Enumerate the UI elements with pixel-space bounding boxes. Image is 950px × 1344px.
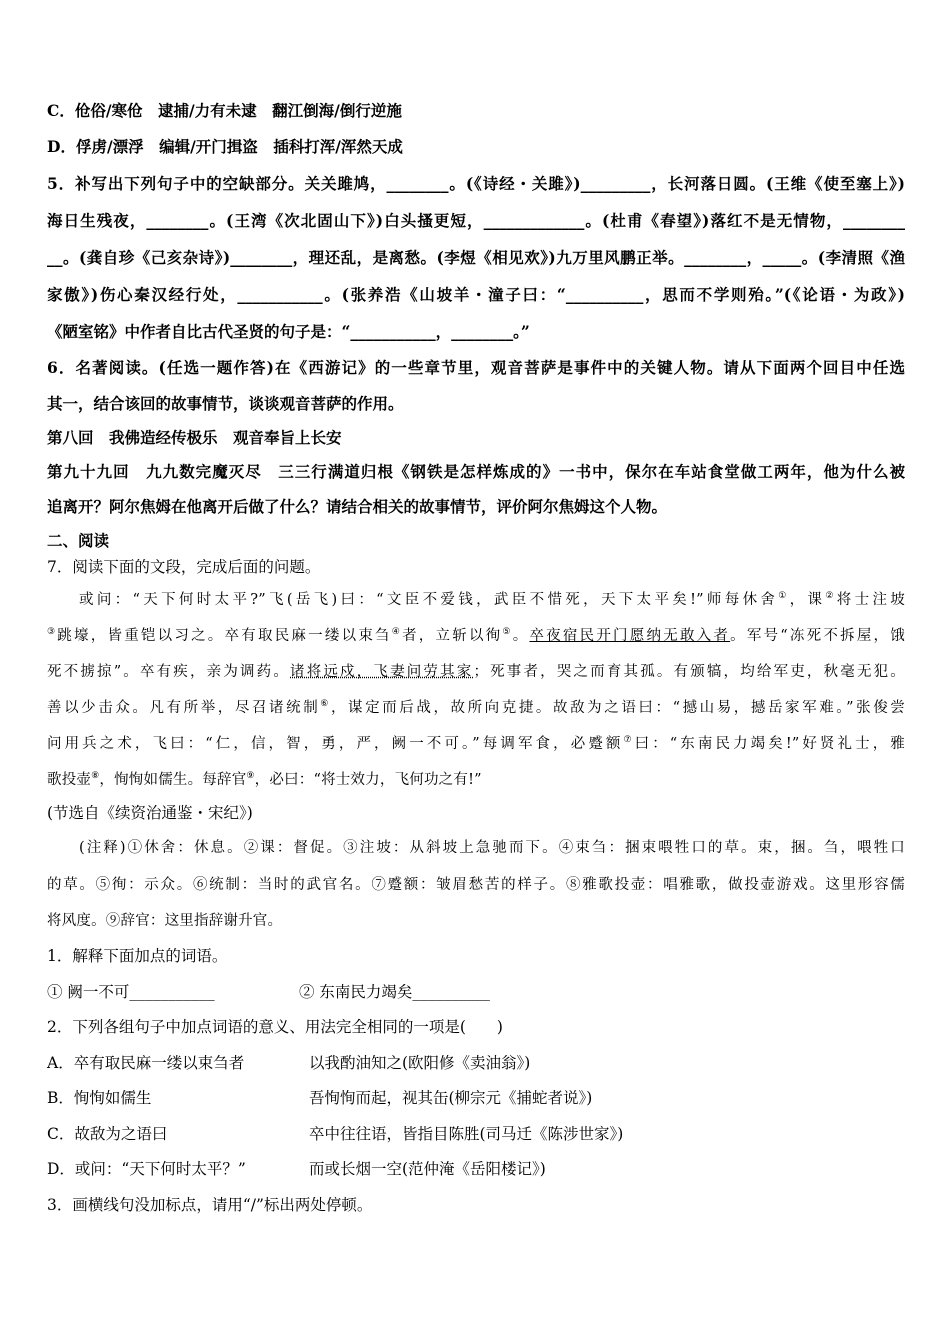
notes-line-1: (注释)①休舍：休息。②课：督促。③注坡：从斜坡上急驰而下。④束刍：捆束喂牲口的草。束，捆。刍，喂牲口 <box>79 840 905 856</box>
q6-line-1: 6．名著阅读。(任选一题作答)在《西游记》的一些章节里，观音菩萨是事件中的关键人物。请从下面两个回目中任选 <box>47 358 905 377</box>
q6-line-5: 追离开？阿尔焦姆在他离开后做了什么？请结合相关的故事情节，评价阿尔焦姆这个人物。 <box>47 497 668 516</box>
passage-line-3: 死不掳掠”。卒有疾，亲为调药。诸将远戍，飞妻问劳其家；死事者，哭之而育其孤。有颁犒，均给军吏，秋毫无犯。 <box>47 664 905 680</box>
sub2-stem: 2．下列各组句子中加点词语的意义、用法完全相同的一项是( ) <box>47 1018 503 1036</box>
q5-line-3: __。(龚自珍《己亥杂诗》)________，理还乱，是离愁。(李煜《相见欢》)九万里风鹏正举。________，_____。(李清照《渔 <box>47 248 905 267</box>
q5-line-2: 海日生残夜，________。(王湾《次北固山下》)白头搔更短，_____________。(杜甫《春望》)落红不是无情物，________ <box>47 211 905 230</box>
passage-line-2: ③跳壕，皆重铠以习之。卒有取民麻一缕以束刍④者，立斩以徇⑤。卒夜宿民开门愿纳无敢入者。军号“冻死不拆屋，饿 <box>47 627 905 644</box>
sub1-item-a: ① 阙一不可___________ <box>47 983 215 1001</box>
passage-line-1: 或问：“天下何时太平?”飞(岳飞)曰：“文臣不爱钱，武臣不惜死，天下太平矣!”师每休舍①，课②将士注坡 <box>79 591 905 608</box>
notes-line-2: 的草。⑤徇：示众。⑥统制：当时的武官名。⑦蹙额：皱眉愁苦的样子。⑧雅歌投壶：唱雅歌，做投壶游戏。这里形容儒 <box>47 877 905 893</box>
q7-intro: 7．阅读下面的文段，完成后面的问题。 <box>47 558 321 576</box>
underlined-sentence: 卒夜宿民开门愿纳无敢入者 <box>529 628 731 644</box>
q4-option-c: C．伧俗/寒伧 逮捕/力有未逮 翻江倒海/倒行逆施 <box>47 101 402 120</box>
passage-line-4: 善以少击众。凡有所举，尽召诸统制⑥，谋定而后战，故所向克捷。故敌为之语曰：“撼山易，撼岳家军难。”张俊尝 <box>47 699 905 716</box>
passage-line-5: 问用兵之术，飞曰：“仁，信，智，勇，严，阙一不可。”每调军食，必蹙额⑦曰：“东南民力竭矣!”好贤礼士，雅 <box>47 735 905 752</box>
notes-line-3: 将风度。⑨辞官：这里指辞谢升官。 <box>47 913 283 929</box>
sub3-stem: 3．画横线句没加标点，请用“/”标出两处停顿。 <box>47 1196 373 1214</box>
q5-line-5: 《陋室铭》中作者自比古代圣贤的句子是：“___________，________。” <box>47 322 530 341</box>
section-title: 二、阅读 <box>47 531 110 550</box>
passage-source: (节选自《续资治通鉴・宋纪》) <box>47 804 253 822</box>
passage-line-6: 歌投壶⑧，恂恂如儒生。每辞官⑨，必曰：“将士效力，飞何功之有!” <box>47 771 482 788</box>
q6-chapter-8: 第八回 我佛造经传极乐 观音奉旨上长安 <box>47 428 342 447</box>
q4-option-d: D．俘虏/漂浮 编辑/开门揖盗 插科打浑/浑然天成 <box>47 137 403 156</box>
sub1-item-b: ② 东南民力竭矣__________ <box>299 983 490 1001</box>
q5-line-4: 家傲》)伤心秦汉经行处，___________。(张养浩《山坡羊・潼子曰：“__________，思而不学则殆。”(《论语・为政》) <box>47 285 905 304</box>
q6-chapter-99: 第九十九回 九九数完魔灭尽 三三行满道归根《钢铁是怎样炼成的》一书中，保尔在车站食堂做工两年，他为什么被 <box>47 462 905 481</box>
wavy-underlined-sentence: 诸将远戍，飞妻问劳其家 <box>290 664 474 680</box>
q6-line-2: 其一，结合该回的故事情节，谈谈观音菩萨的作用。 <box>47 394 404 413</box>
sub1-stem: 1．解释下面加点的词语。 <box>47 947 228 965</box>
q5-line-1: 5．补写出下列句子中的空缺部分。关关雎鸠，________。(《诗经・关雎》)_________，长河落日圆。(王维《使至塞上》) <box>47 174 905 193</box>
